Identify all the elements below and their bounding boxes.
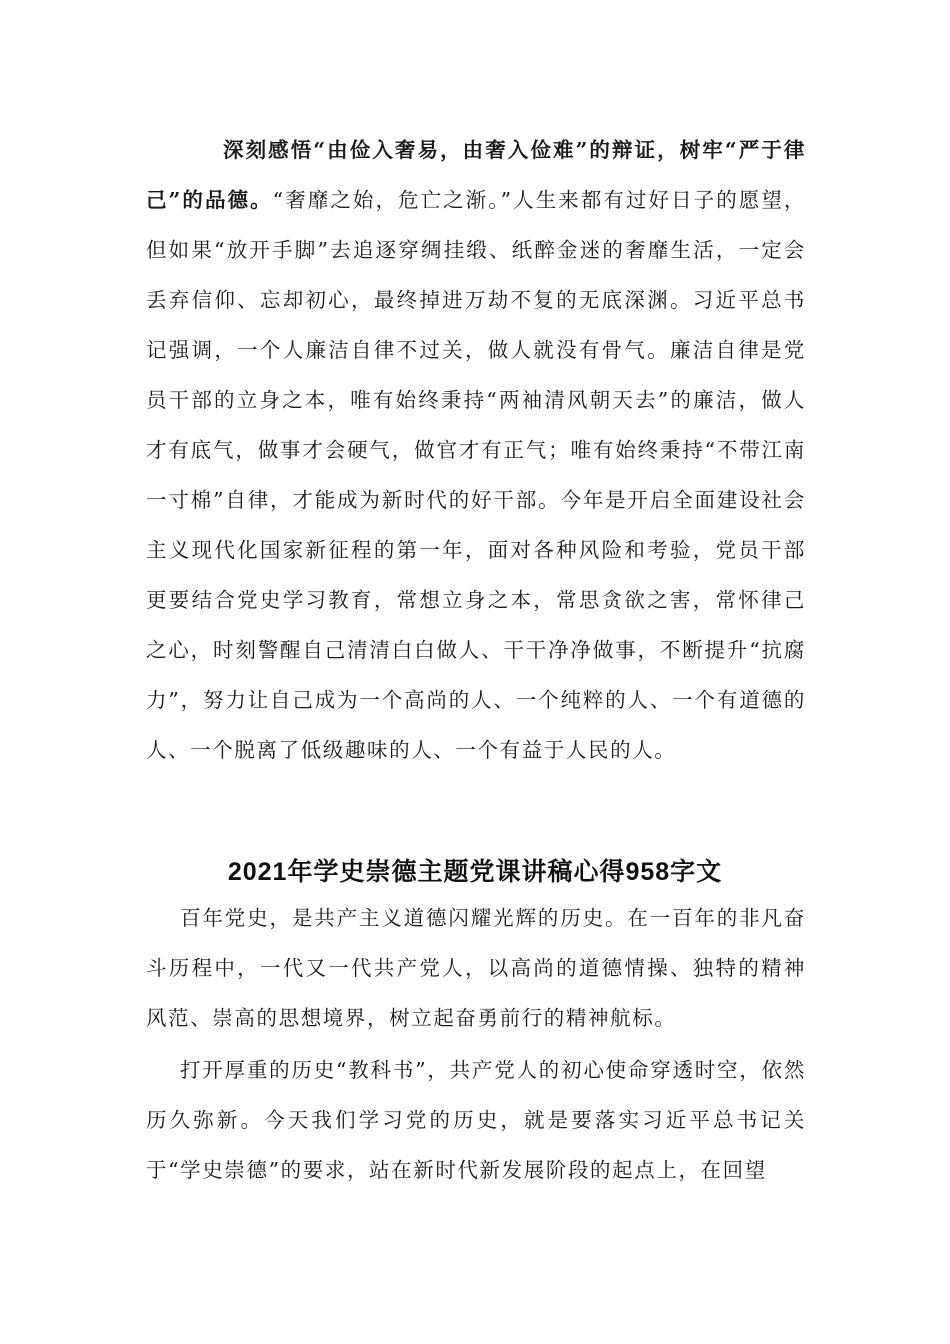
paragraph-body: “奢靡之始，危亡之渐。”人生来都有过好日子的愿望，但如果“放开手脚”去追逐穿绸挂缎、纸醉金迷的奢靡生活，一定会丢弃信仰、忘却初心，最终掉进万劫不复的无底深渊。习近平总书记强调，一个人廉洁自律不过关，做人就没有骨气。廉洁自律是党员干部的立身之本，唯有始终秉持“两袖清风朝天去”的廉洁，做人才有底气，做事才会硬气，做官才有正气；唯有始终秉持“不带江南一寸棉”自律，才能成为新时代的好干部。今年是开启全面建设社会主义现代化国家新征程的第一年，面对各种风险和考验，党员干部更要结合党史学习教育，常想立身之本，常思贪欲之害，常怀律己之心，时刻警醒自己清清白白做人、干干净净做事，不断提升“抗腐力”，努力让自己成为一个高尚的人、一个纯粹的人、一个有道德的人、一个脱离了低级趣味的人、一个有益于人民的人。 bbox=[146, 188, 806, 762]
section-heading: 2021年学史崇德主题党课讲稿心得958字文 bbox=[227, 858, 723, 886]
paragraph-lead-bold: 深刻感悟“由俭入奢易，由奢入俭难”的辩证，树牢“严于律己”的品德。 bbox=[146, 138, 806, 212]
paragraph-textbook: 打开厚重的历史“教科书”，共产党人的初心使命穿透时空，依然历久弥新。今天我们学习党的历史，就是要落实习近平总书记关于“学史崇德”的要求，站在新时代新发展阶段的起点上，在回望 bbox=[146, 1058, 806, 1182]
paragraph-party-history: 百年党史，是共产主义道德闪耀光辉的历史。在一百年的非凡奋斗历程中，一代又一代共产党人，以高尚的道德情操、独特的精神风范、崇高的思想境界，树立起奋勇前行的精神航标。 bbox=[146, 906, 806, 1030]
paragraph-self-discipline bbox=[146, 125, 806, 775]
